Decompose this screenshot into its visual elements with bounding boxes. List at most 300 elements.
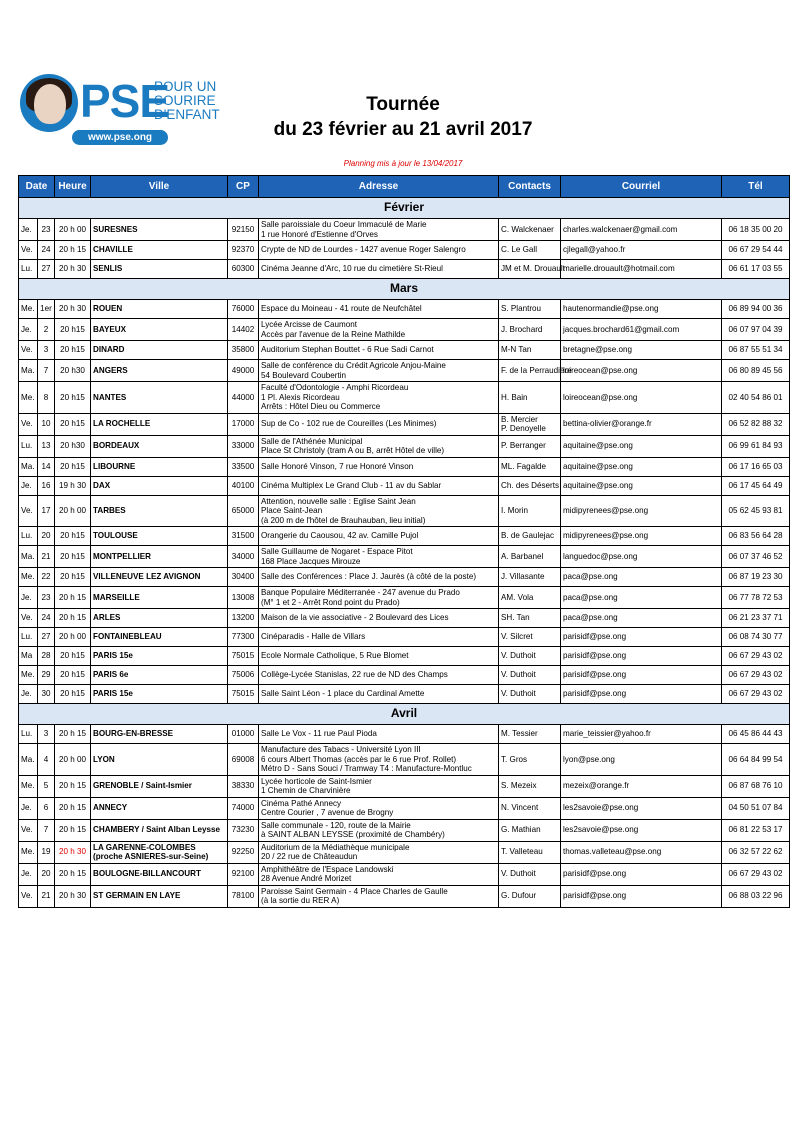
cell-time: 20 h 15 [55, 797, 91, 819]
cell-city: TOULOUSE [91, 527, 228, 546]
cell-cp: 75015 [228, 647, 259, 666]
cell-date: 14 [38, 457, 55, 476]
cell-phone: 06 67 29 43 02 [722, 863, 790, 885]
cell-time: 20 h15 [55, 382, 91, 414]
cell-phone: 06 08 74 30 77 [722, 628, 790, 647]
cell-time: 20 h 15 [55, 609, 91, 628]
cell-date: 20 [38, 863, 55, 885]
cell-day: Je. [19, 685, 38, 704]
cell-cp: 92370 [228, 241, 259, 260]
table-row [19, 546, 790, 568]
cell-day: Lu. [19, 435, 38, 457]
cell-phone: 06 32 57 22 62 [722, 841, 790, 863]
table-row [19, 435, 790, 457]
cell-address: Salle Guillaume de Nogaret - Espace Pitot 168 Place Jacques Mirouze [259, 546, 499, 568]
table-row [19, 841, 790, 863]
cell-address: Salle des Conférences : Place J. Jaurès (à côté de la poste) [259, 568, 499, 587]
cell-day: Ve. [19, 241, 38, 260]
cell-city: TARBES [91, 495, 228, 527]
cell-email[interactable]: languedoc@pse.ong [561, 546, 722, 568]
cell-phone: 06 45 86 44 43 [722, 725, 790, 744]
cell-contact: J. Brochard [499, 319, 561, 341]
cell-phone: 06 83 56 64 28 [722, 527, 790, 546]
cell-time: 20 h 00 [55, 744, 91, 776]
table-row [19, 609, 790, 628]
cell-email[interactable]: aquitaine@pse.ong [561, 457, 722, 476]
cell-email[interactable]: parisidf@pse.ong [561, 885, 722, 907]
cell-date: 3 [38, 341, 55, 360]
cell-address: Salle Honoré Vinson, 7 rue Honoré Vinson [259, 457, 499, 476]
cell-contact: V. Duthoit [499, 685, 561, 704]
table-row [19, 457, 790, 476]
month-row [19, 279, 790, 300]
table-row [19, 300, 790, 319]
cell-date: 5 [38, 775, 55, 797]
cell-email[interactable]: thomas.valleteau@pse.ong [561, 841, 722, 863]
cell-phone: 06 88 03 22 96 [722, 885, 790, 907]
table-row [19, 819, 790, 841]
cell-address: Espace du Moineau - 41 route de Neufchâtel [259, 300, 499, 319]
cell-contact: V. Duthoit [499, 666, 561, 685]
cell-email[interactable]: paca@pse.ong [561, 568, 722, 587]
cell-cp: 30400 [228, 568, 259, 587]
cell-cp: 92150 [228, 219, 259, 241]
table-row [19, 341, 790, 360]
cell-phone: 06 17 16 65 03 [722, 457, 790, 476]
cell-contact: V. Duthoit [499, 647, 561, 666]
cell-time: 20 h 15 [55, 587, 91, 609]
cell-phone: 06 89 94 00 36 [722, 300, 790, 319]
cell-city: MONTPELLIER [91, 546, 228, 568]
cell-address: Manufacture des Tabacs - Université Lyon III 6 cours Albert Thomas (accès par le 6 rue Prof. Rollet) Métro D - Sans Souci / Tramway T4 : Manufacture-Montluc [259, 744, 499, 776]
cell-phone: 06 80 89 45 56 [722, 360, 790, 382]
cell-email[interactable]: charles.walckenaer@gmail.com [561, 219, 722, 241]
cell-date: 7 [38, 819, 55, 841]
cell-email[interactable]: parisidf@pse.ong [561, 666, 722, 685]
cell-email[interactable]: lyon@pse.ong [561, 744, 722, 776]
cell-cp: 31500 [228, 527, 259, 546]
cell-contact: H. Bain [499, 382, 561, 414]
cell-time: 20 h 30 [55, 300, 91, 319]
cell-time: 20 h 00 [55, 219, 91, 241]
cell-email[interactable]: midipyrenees@pse.ong [561, 527, 722, 546]
cell-address: Salle de conférence du Crédit Agricole Anjou-Maine 54 Boulevard Coubertin [259, 360, 499, 382]
cell-cp: 92100 [228, 863, 259, 885]
cell-time: 20 h 15 [55, 725, 91, 744]
cell-email[interactable]: bretagne@pse.ong [561, 341, 722, 360]
cell-cp: 60300 [228, 260, 259, 279]
cell-city: MARSEILLE [91, 587, 228, 609]
table-row [19, 587, 790, 609]
col-city: Ville [91, 176, 228, 198]
cell-address: Sup de Co - 102 rue de Coureilles (Les Minimes) [259, 413, 499, 435]
logo-website: www.pse.ong [72, 130, 168, 145]
cell-city: LA ROCHELLE [91, 413, 228, 435]
cell-city: ANGERS [91, 360, 228, 382]
cell-time: 20 h 00 [55, 495, 91, 527]
table-row [19, 775, 790, 797]
cell-date: 30 [38, 685, 55, 704]
cell-phone: 06 07 97 04 39 [722, 319, 790, 341]
cell-date: 29 [38, 666, 55, 685]
cell-date: 23 [38, 587, 55, 609]
cell-contact: G. Mathian [499, 819, 561, 841]
cell-phone: 06 81 22 53 17 [722, 819, 790, 841]
cell-address: Cinéma Pathé Annecy Centre Courier , 7 avenue de Brogny [259, 797, 499, 819]
cell-time: 20 h15 [55, 666, 91, 685]
cell-city: SENLIS [91, 260, 228, 279]
cell-city: CHAMBERY / Saint Alban Leysse [91, 819, 228, 841]
cell-contact: M. Tessier [499, 725, 561, 744]
cell-cp: 65000 [228, 495, 259, 527]
cell-day: Ve. [19, 609, 38, 628]
cell-address: Salle paroissiale du Coeur Immaculé de Marie 1 rue Honoré d'Estienne d'Orves [259, 219, 499, 241]
cell-day: Je. [19, 476, 38, 495]
cell-city: DINARD [91, 341, 228, 360]
cell-email[interactable]: parisidf@pse.ong [561, 863, 722, 885]
table-row [19, 382, 790, 414]
table-row [19, 628, 790, 647]
cell-email[interactable]: loireocean@pse.ong [561, 360, 722, 382]
cell-day: Je. [19, 587, 38, 609]
col-phone: Tél [722, 176, 790, 198]
cell-date: 17 [38, 495, 55, 527]
month-row [19, 704, 790, 725]
cell-contact: T. Valleteau [499, 841, 561, 863]
col-time: Heure [55, 176, 91, 198]
cell-email[interactable]: jacques.brochard61@gmail.com [561, 319, 722, 341]
cell-day: Ma. [19, 360, 38, 382]
cell-date: 16 [38, 476, 55, 495]
cell-date: 21 [38, 546, 55, 568]
cell-cp: 13200 [228, 609, 259, 628]
cell-date: 6 [38, 797, 55, 819]
month-label: Février [19, 198, 790, 219]
cell-email[interactable]: les2savoie@pse.ong [561, 797, 722, 819]
cell-email[interactable]: cjlegall@yahoo.fr [561, 241, 722, 260]
table-row [19, 527, 790, 546]
cell-address: Maison de la vie associative - 2 Boulevard des Lices [259, 609, 499, 628]
cell-cp: 75015 [228, 685, 259, 704]
cell-contact: C. Walckenaer [499, 219, 561, 241]
cell-address: Amphithéâtre de l'Espace Landowski 28 Avenue André Morizet [259, 863, 499, 885]
table-row [19, 685, 790, 704]
tour-schedule-table [18, 175, 790, 908]
cell-cp: 13008 [228, 587, 259, 609]
cell-phone: 06 87 68 76 10 [722, 775, 790, 797]
cell-contact: A. Barbanel [499, 546, 561, 568]
cell-contact: JM et M. Drouault [499, 260, 561, 279]
cell-contact: G. Dufour [499, 885, 561, 907]
cell-phone: 06 17 45 64 49 [722, 476, 790, 495]
cell-time: 20 h 30 [55, 885, 91, 907]
cell-date: 22 [38, 568, 55, 587]
cell-cp: 14402 [228, 319, 259, 341]
cell-address: Cinéma Jeanne d'Arc, 10 rue du cimetière St-Rieul [259, 260, 499, 279]
cell-address: Attention, nouvelle salle : Eglise Saint Jean Place Saint-Jean (à 200 m de l'hôtel de Brauhauban, lieu initial) [259, 495, 499, 527]
table-row [19, 797, 790, 819]
cell-city: VILLENEUVE LEZ AVIGNON [91, 568, 228, 587]
cell-time: 20 h15 [55, 319, 91, 341]
cell-cp: 69008 [228, 744, 259, 776]
cell-cp: 35800 [228, 341, 259, 360]
cell-email[interactable]: paca@pse.ong [561, 587, 722, 609]
cell-day: Me. [19, 841, 38, 863]
cell-contact: V. Silcret [499, 628, 561, 647]
cell-time: 20 h15 [55, 647, 91, 666]
table-row [19, 744, 790, 776]
cell-address: Crypte de ND de Lourdes - 1427 avenue Roger Salengro [259, 241, 499, 260]
cell-day: Ve. [19, 495, 38, 527]
table-row [19, 219, 790, 241]
cell-date: 3 [38, 725, 55, 744]
cell-day: Lu. [19, 260, 38, 279]
cell-day: Ve. [19, 341, 38, 360]
cell-phone: 02 40 54 86 01 [722, 382, 790, 414]
cell-day: Je. [19, 319, 38, 341]
cell-time: 20 h15 [55, 546, 91, 568]
cell-day: Lu. [19, 725, 38, 744]
cell-date: 24 [38, 241, 55, 260]
cell-date: 10 [38, 413, 55, 435]
cell-time: 20 h 15 [55, 819, 91, 841]
cell-time: 20 h 00 [55, 628, 91, 647]
cell-day: Me. [19, 775, 38, 797]
cell-address: Auditorium de la Médiathèque municipale 20 / 22 rue de Châteaudun [259, 841, 499, 863]
cell-cp: 92250 [228, 841, 259, 863]
cell-date: 7 [38, 360, 55, 382]
cell-date: 13 [38, 435, 55, 457]
cell-contact: B. de Gaulejac [499, 527, 561, 546]
cell-date: 8 [38, 382, 55, 414]
cell-email[interactable]: parisidf@pse.ong [561, 628, 722, 647]
table-row [19, 241, 790, 260]
cell-phone: 06 52 82 88 32 [722, 413, 790, 435]
cell-cp: 40100 [228, 476, 259, 495]
cell-date: 24 [38, 609, 55, 628]
cell-city: SURESNES [91, 219, 228, 241]
cell-contact: Ch. des Déserts [499, 476, 561, 495]
cell-time: 20 h15 [55, 341, 91, 360]
cell-contact: SH. Tan [499, 609, 561, 628]
cell-email[interactable]: bettina-olivier@orange.fr [561, 413, 722, 435]
cell-city: PARIS 6e [91, 666, 228, 685]
cell-contact: AM. Vola [499, 587, 561, 609]
cell-time: 20 h 15 [55, 863, 91, 885]
cell-email[interactable]: marielle.drouault@hotmail.com [561, 260, 722, 279]
cell-address: Salle communale - 120, route de la Mairie à SAINT ALBAN LEYSSE (proximité de Chambéry) [259, 819, 499, 841]
cell-city: ANNECY [91, 797, 228, 819]
cell-cp: 77300 [228, 628, 259, 647]
cell-day: Me. [19, 300, 38, 319]
col-date: Date [19, 176, 55, 198]
cell-date: 28 [38, 647, 55, 666]
cell-date: 27 [38, 260, 55, 279]
cell-contact: C. Le Gall [499, 241, 561, 260]
cell-phone: 06 67 29 54 44 [722, 241, 790, 260]
month-label: Mars [19, 279, 790, 300]
cell-date: 1er [38, 300, 55, 319]
table-header [19, 176, 790, 198]
table-row [19, 476, 790, 495]
cell-address: Ecole Normale Catholique, 5 Rue Blomet [259, 647, 499, 666]
table-row [19, 360, 790, 382]
cell-city: LYON [91, 744, 228, 776]
cell-contact: P. Berranger [499, 435, 561, 457]
cell-phone: 06 18 35 00 20 [722, 219, 790, 241]
cell-city: PARIS 15e [91, 685, 228, 704]
cell-city: PARIS 15e [91, 647, 228, 666]
cell-city: LIBOURNE [91, 457, 228, 476]
cell-city: ROUEN [91, 300, 228, 319]
cell-day: Lu. [19, 628, 38, 647]
page-title: Tournée du 23 février au 21 avril 2017 [273, 94, 533, 140]
cell-contact: M-N Tan [499, 341, 561, 360]
month-row [19, 198, 790, 219]
cell-contact: F. de la Perraudière [499, 360, 561, 382]
cell-day: Ve. [19, 413, 38, 435]
col-contacts: Contacts [499, 176, 561, 198]
cell-contact: ML. Fagalde [499, 457, 561, 476]
table-row [19, 863, 790, 885]
table-row [19, 413, 790, 435]
cell-time: 20 h30 [55, 435, 91, 457]
cell-date: 27 [38, 628, 55, 647]
cell-time: 20 h30 [55, 360, 91, 382]
cell-day: Me. [19, 568, 38, 587]
table-row [19, 666, 790, 685]
cell-address: Salle Le Vox - 11 rue Paul Pioda [259, 725, 499, 744]
cell-address: Salle Saint Léon - 1 place du Cardinal Amette [259, 685, 499, 704]
cell-contact: T. Gros [499, 744, 561, 776]
cell-cp: 49000 [228, 360, 259, 382]
cell-phone: 06 07 37 46 52 [722, 546, 790, 568]
cell-date: 23 [38, 219, 55, 241]
cell-date: 20 [38, 527, 55, 546]
table-row [19, 647, 790, 666]
table-row [19, 495, 790, 527]
cell-email[interactable]: marie_teissier@yahoo.fr [561, 725, 722, 744]
child-photo-icon [20, 74, 78, 132]
cell-email[interactable]: loireocean@pse.ong [561, 382, 722, 414]
cell-day: Lu. [19, 527, 38, 546]
cell-cp: 38330 [228, 775, 259, 797]
cell-address: Orangerie du Caousou, 42 av. Camille Pujol [259, 527, 499, 546]
cell-contact: B. Mercier P. Denoyelle [499, 413, 561, 435]
cell-address: Cinéma Multiplex Le Grand Club - 11 av du Sablar [259, 476, 499, 495]
cell-date: 4 [38, 744, 55, 776]
cell-cp: 73230 [228, 819, 259, 841]
cell-cp: 76000 [228, 300, 259, 319]
cell-time: 19 h 30 [55, 476, 91, 495]
cell-city: GRENOBLE / Saint-Ismier [91, 775, 228, 797]
cell-address: Banque Populaire Méditerranée - 247 avenue du Prado (M° 1 et 2 - Arrêt Rond point du Prado) [259, 587, 499, 609]
cell-day: Me. [19, 382, 38, 414]
col-address: Adresse [259, 176, 499, 198]
cell-day: Je. [19, 797, 38, 819]
cell-email[interactable]: midipyrenees@pse.ong [561, 495, 722, 527]
cell-day: Ve. [19, 885, 38, 907]
cell-phone: 04 50 51 07 84 [722, 797, 790, 819]
cell-city: FONTAINEBLEAU [91, 628, 228, 647]
cell-email[interactable]: aquitaine@pse.ong [561, 476, 722, 495]
cell-day: Je. [19, 219, 38, 241]
cell-cp: 33000 [228, 435, 259, 457]
cell-time: 20 h15 [55, 527, 91, 546]
cell-phone: 06 77 78 72 53 [722, 587, 790, 609]
cell-phone: 06 87 19 23 30 [722, 568, 790, 587]
cell-address: Lycée horticole de Saint-Ismier 1 Chemin de Charvinière [259, 775, 499, 797]
table-row [19, 568, 790, 587]
cell-day: Me. [19, 666, 38, 685]
cell-cp: 01000 [228, 725, 259, 744]
cell-contact: J. Villasante [499, 568, 561, 587]
cell-phone: 06 64 84 99 54 [722, 744, 790, 776]
cell-address: Salle de l'Athénée Municipal Place St Christoly (tram A ou B, arrêt Hôtel de ville) [259, 435, 499, 457]
cell-day: Ma. [19, 744, 38, 776]
cell-contact: S. Mezeix [499, 775, 561, 797]
cell-email[interactable]: parisidf@pse.ong [561, 685, 722, 704]
cell-day: Ma [19, 647, 38, 666]
cell-email[interactable]: mezeix@orange.fr [561, 775, 722, 797]
cell-address: Auditorium Stephan Bouttet - 6 Rue Sadi Carnot [259, 341, 499, 360]
cell-contact: S. Plantrou [499, 300, 561, 319]
cell-time: 20 h15 [55, 457, 91, 476]
cell-phone: 06 21 23 37 71 [722, 609, 790, 628]
cell-city: DAX [91, 476, 228, 495]
cell-email[interactable]: les2savoie@pse.ong [561, 819, 722, 841]
cell-city: ST GERMAIN EN LAYE [91, 885, 228, 907]
cell-email[interactable]: hautenormandie@pse.ong [561, 300, 722, 319]
logo-text: PSE [80, 75, 170, 127]
cell-city: BORDEAUX [91, 435, 228, 457]
col-cp: CP [228, 176, 259, 198]
cell-contact: V. Duthoit [499, 863, 561, 885]
cell-address: Faculté d'Odontologie - Amphi Ricordeau 1 Pl. Alexis Ricordeau Arrêts : Hôtel Dieu ou Commerce [259, 382, 499, 414]
cell-email[interactable]: paca@pse.ong [561, 609, 722, 628]
cell-cp: 17000 [228, 413, 259, 435]
cell-day: Ma. [19, 546, 38, 568]
cell-time: 20 h 15 [55, 775, 91, 797]
cell-cp: 74000 [228, 797, 259, 819]
cell-time: 20 h 30 [55, 841, 91, 863]
cell-city: ARLES [91, 609, 228, 628]
table-row [19, 260, 790, 279]
col-email: Courriel [561, 176, 722, 198]
cell-cp: 33500 [228, 457, 259, 476]
cell-city: CHAVILLE [91, 241, 228, 260]
cell-address: Lycée Arcisse de Caumont Accès par l'avenue de la Reine Mathilde [259, 319, 499, 341]
cell-cp: 34000 [228, 546, 259, 568]
cell-date: 21 [38, 885, 55, 907]
cell-phone: 06 61 17 03 55 [722, 260, 790, 279]
cell-day: Ma. [19, 457, 38, 476]
cell-time: 20 h15 [55, 568, 91, 587]
pse-logo [20, 74, 220, 146]
cell-city: BOULOGNE-BILLANCOURT [91, 863, 228, 885]
cell-email[interactable]: aquitaine@pse.ong [561, 435, 722, 457]
cell-phone: 06 67 29 43 02 [722, 685, 790, 704]
table-row [19, 725, 790, 744]
cell-day: Ve. [19, 819, 38, 841]
cell-email[interactable]: parisidf@pse.ong [561, 647, 722, 666]
cell-phone: 06 67 29 43 02 [722, 666, 790, 685]
cell-cp: 75006 [228, 666, 259, 685]
cell-address: Paroisse Saint Germain - 4 Place Charles de Gaulle (à la sortie du RER A) [259, 885, 499, 907]
cell-time: 20 h15 [55, 413, 91, 435]
table-row [19, 319, 790, 341]
cell-phone: 05 62 45 93 81 [722, 495, 790, 527]
